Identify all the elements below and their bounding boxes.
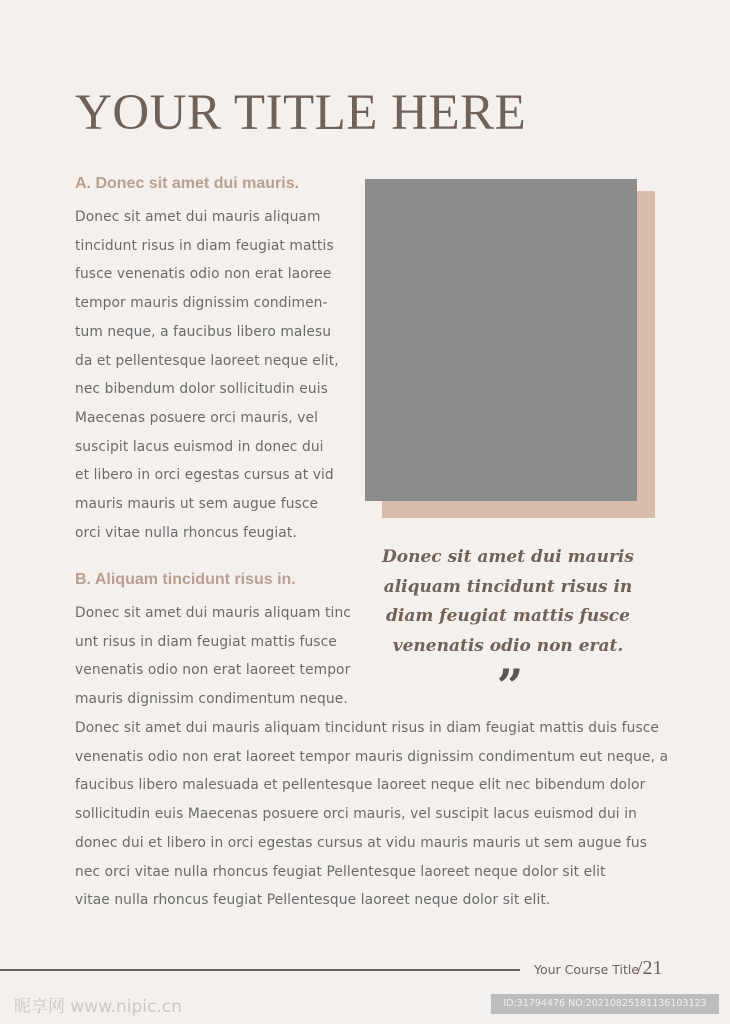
section-a-body	[75, 203, 339, 547]
text-line: mauris dignissim condimentum neque.	[75, 691, 348, 708]
text-line: Maecenas posuere orci mauris, vel	[75, 409, 319, 426]
watermark-id: ID:31794476 NO:20210825181136103123	[491, 994, 719, 1014]
text-line: tum neque, a faucibus libero malesu	[75, 323, 332, 340]
footer-page-number: /21	[637, 957, 663, 979]
section-b-heading: B. Aliquam tincidunt risus in.	[75, 571, 296, 588]
text-line: unt risus in diam feugiat mattis fusce	[75, 633, 337, 650]
full-width-body	[75, 714, 668, 915]
text-line: donec dui et libero in orci egestas cursus at vidu mauris mauris ut sem augue fus	[75, 834, 648, 851]
text-line: et libero in orci egestas cursus at vid	[75, 467, 334, 484]
footer-divider	[0, 969, 520, 971]
page-title: YOUR TITLE HERE	[75, 85, 527, 141]
quote-line: diam feugiat mattis fusce	[386, 606, 630, 627]
text-line: mauris mauris ut sem augue fusce	[75, 496, 319, 513]
text-line: nec orci vitae nulla rhoncus feugiat Pellentesque laoreet neque dolor sit elit	[75, 863, 606, 880]
text-line: vitae nulla rhoncus feugiat Pellentesque laoreet neque dolor sit elit.	[75, 892, 551, 909]
text-line: nec bibendum dolor sollicitudin euis	[75, 381, 328, 398]
text-line: Donec sit amet dui mauris aliquam tinc	[75, 605, 351, 621]
watermark-logo: 昵享网 www.nipic.cn	[14, 997, 182, 1017]
image-placeholder	[365, 179, 637, 501]
text-line: Donec sit amet dui mauris aliquam	[75, 209, 321, 225]
text-line: Donec sit amet dui mauris aliquam tincidunt risus in diam feugiat mattis duis fusce	[75, 720, 660, 736]
text-line: venenatis odio non erat laoreet tempor mauris dignissim condimentum eut neque, a	[75, 748, 669, 765]
quote-line: venenatis odio non erat.	[392, 636, 624, 657]
text-line: fusce venenatis odio non erat laoree	[75, 266, 332, 283]
text-line: tempor mauris dignissim condimen-	[75, 295, 328, 312]
footer-course-title: Your Course Title	[534, 962, 640, 977]
quote-line: aliquam tincidunt risus in	[383, 576, 633, 597]
pull-quote	[360, 543, 656, 662]
text-line: venenatis odio non erat laoreet tempor	[75, 662, 351, 679]
text-line: faucibus libero malesuada et pellentesque laoreet neque elit nec bibendum dolor	[75, 777, 646, 794]
section-b-body	[75, 599, 351, 714]
quote-line: Donec sit amet dui mauris	[382, 547, 634, 567]
text-line: da et pellentesque laoreet neque elit,	[75, 352, 339, 369]
section-a-heading: A. Donec sit amet dui mauris.	[75, 175, 300, 192]
text-line: orci vitae nulla rhoncus feugiat.	[75, 524, 297, 541]
text-line: tincidunt risus in diam feugiat mattis	[75, 237, 334, 254]
text-line: suscipit lacus euismod in donec dui	[75, 438, 324, 455]
quote-mark-icon: ”	[496, 659, 524, 713]
text-line: sollicitudin euis Maecenas posuere orci mauris, vel suscipit lacus euismod dui in	[75, 806, 638, 823]
